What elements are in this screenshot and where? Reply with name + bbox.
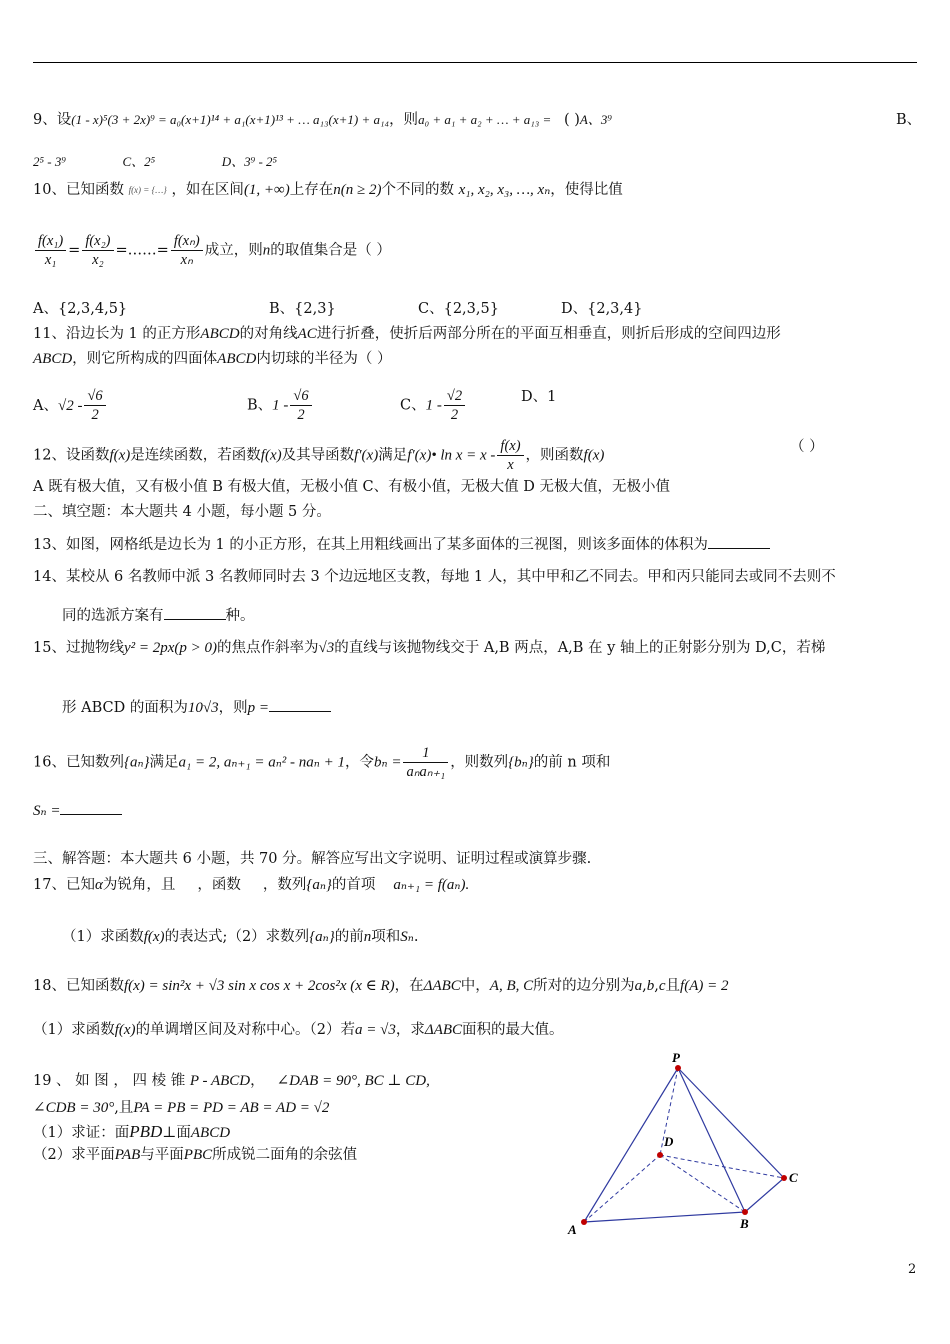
q10-options (33, 299, 643, 319)
q9-option-b-value: 2⁵ - 3⁹ (33, 154, 66, 169)
q10-option-c: C、{2,3,5} (418, 301, 499, 317)
page-number: 2 (908, 1262, 917, 1277)
q11-option-c: C、1 - $\frac{√2}{2}$ (400, 387, 467, 424)
q9-line2 (33, 152, 277, 172)
q16-line1: 16、已知数列{aₙ}满足a₁ = 2, aₙ₊₁ = aₙ² - naₙ + 1，令bₙ = $\frac{1}{\text{aₙaₙ₊₁}}$ ，则数列{bₙ}的前 n 项和 (33, 745, 611, 780)
q12-options: A 既有极大值，又有极小值 B 有极大值，无极小值 C、有极小值，无极大值 D 无极大值，无极小值 (33, 479, 670, 495)
q12-line1: 12、设函数f(x)是连续函数，若函数f(x)及其导函数f′(x)满足f′(x)• ln x = x - $\frac{f(x)}{x}$ ，则函数f(x) (33, 438, 605, 473)
point-C (781, 1175, 787, 1181)
edge-PC (678, 1068, 784, 1178)
q11-option-d: D、1 (521, 389, 557, 405)
q14-line2: 同的选派方案有 种。 (62, 605, 255, 626)
q16-blank (60, 800, 122, 815)
q19-line2: ∠CDB = 30°,且PA = PB = PD = AB = AD = √2 (33, 1100, 330, 1116)
q9-option-a: A、3⁹ (579, 112, 612, 127)
q10-text2: 上存在 (289, 182, 334, 198)
q9-option-b: B、 (896, 112, 922, 128)
q13: 13、如图，网格纸是边长为 1 的小正方形，在其上用粗线画出了某多面体的三视图，则该多面体的体积为 (33, 534, 770, 555)
q10-option-a: A、{2,3,4,5} (33, 301, 128, 317)
q16-line2: Sₙ = (33, 800, 122, 821)
q19-line1: 19 、 如 图 ， 四 棱 锥 P - ABCD， ∠DAB = 90°, BC ⊥ CD, (33, 1073, 430, 1089)
q14-blank (164, 605, 226, 620)
pyramid-figure (560, 1050, 810, 1238)
edge-AD (584, 1155, 660, 1222)
label-C: C (789, 1170, 798, 1185)
q10-x-values: x₁, x₂, x₃, …, xₙ (458, 182, 551, 198)
label-A: A (568, 1222, 577, 1237)
q9-option-c: C、2⁵ (122, 154, 156, 169)
q15-line1: 15、过抛物线y² = 2px(p > 0)的焦点作斜率为√3的直线与该抛物线交于 A,B 两点，A,B 在 y 轴上的正射影分别为 D,C，若梯 (33, 640, 826, 656)
label-P: P (672, 1050, 680, 1065)
point-B (742, 1209, 748, 1215)
q10-frac-1: $\frac{\text{f(x₁)}}{\text{x₁}}$ (35, 232, 66, 269)
q10-text3: 个不同的数 (381, 182, 454, 198)
q10-text1: ，如在区间 (171, 182, 244, 198)
q19-line4: （2）求平面PAB与平面PBC所成锐二面角的余弦值 (33, 1147, 358, 1163)
q9-mid: ，则 (389, 112, 419, 128)
edge-AB (584, 1212, 745, 1222)
q19-line3: （1）求证：面PBD⊥面ABCD (33, 1122, 231, 1141)
q10-option-b: B、{2,3} (269, 301, 336, 317)
q10-interval: (1, +∞) (243, 182, 290, 198)
q15-blank (269, 697, 331, 712)
q11-line1: 11、沿边长为 1 的正方形ABCD的对角线AC进行折叠，使折后两部分所在的平面互相垂直，则折后形成的空间四边形 (33, 326, 781, 342)
q10-option-d: D、{2,3,4} (561, 301, 643, 317)
edge-PB (678, 1068, 745, 1212)
q14-line1: 14、某校从 6 名教师中派 3 名教师同时去 3 个边远地区支教，每地 1 人，其中甲和乙不同去。甲和丙只能同去或同不去则不 (33, 569, 836, 585)
q9-lhs: (1 - x)⁵(3 + 2x)⁹ = a₀(x+1)¹⁴ + a₁(x+1)¹³ + … a₁₃(x+1) + a₁₄ (71, 112, 390, 127)
q10-text4: ，使得比值 (550, 182, 623, 198)
q11-option-b: B、1 - $\frac{√6}{2}$ (247, 387, 314, 424)
q12-paren: （ ） (790, 439, 824, 455)
q9-paren: ( ) (563, 112, 580, 128)
q11-option-a: A、√2 - $\frac{√6}{2}$ (33, 398, 108, 414)
point-D (657, 1152, 663, 1158)
q18-line2: （1）求函数f(x)的单调增区间及对称中心。（2）若a = √3，求ΔABC面积的最大值。 (33, 1022, 564, 1038)
q10-lead: 10、已知函数 (33, 182, 124, 198)
label-D: D (664, 1134, 674, 1149)
header-rule (33, 62, 917, 63)
q13-blank (708, 534, 770, 549)
section-3-heading: 三、解答题：本大题共 6 小题，共 70 分。解答应写出文字说明、证明过程或演算步骤. (33, 851, 592, 867)
q10-line2: $\frac{\text{f(x₁)}}{\text{x₁}}$ = $\frac{\text{f(x₂)}}{\text{x₂}}$ =……= $\frac{\text{f(xₙ)}}{\text{xₙ}}$ 成立，则n的取值集合是（ ） (33, 232, 391, 269)
q10-text5: 成立，则 (204, 242, 263, 259)
q10-n: n(n ≥ 2) (333, 182, 382, 198)
q17-line1: 17、已知α为锐角，且 ，函数 ，数列{aₙ}的首项 aₙ₊₁ = f(aₙ). (33, 877, 470, 893)
q10-frac-2: $\frac{\text{f(x₂)}}{\text{x₂}}$ (82, 232, 113, 269)
q10-n-var: n (262, 242, 271, 259)
q9-lead: 9、设 (33, 112, 72, 128)
q10-dots: =……= (115, 242, 169, 259)
q10-line1 (33, 180, 623, 200)
q10-frac-n: $\frac{\text{f(xₙ)}}{\text{xₙ}}$ (171, 232, 203, 269)
q11-options (33, 387, 557, 424)
q9-expr: a₀ + a₁ + a₂ + … + a₁₃ = (418, 112, 552, 127)
q11-line2: ABCD，则它所构成的四面体ABCD内切球的半径为（ ） (33, 351, 392, 367)
label-B: B (740, 1216, 749, 1231)
section-2-heading: 二、填空题：本大题共 4 小题，每小题 5 分。 (33, 504, 331, 520)
q17-line2: （1）求函数f(x)的表达式;（2）求数列{aₙ}的前n项和Sₙ. (62, 929, 419, 945)
q9-line1 (33, 110, 612, 130)
q18-line1: 18、已知函数f(x) = sin²x + √3 sin x cos x + 2cos²x (x ∈ R)，在ΔABC中，A, B, C所对的边分别为a,b,c且f(A) = 2 (33, 978, 729, 994)
q15-line2: 形 ABCD 的面积为10√3，则p = (62, 697, 331, 718)
q10-piecewise-function: f(x) = {…} (128, 185, 167, 195)
point-P (675, 1065, 681, 1071)
point-A (581, 1219, 587, 1225)
q10-text6: 的取值集合是（ ） (270, 242, 391, 259)
edge-BC (745, 1178, 784, 1212)
q9-option-d: D、3⁹ - 2⁵ (221, 154, 278, 169)
